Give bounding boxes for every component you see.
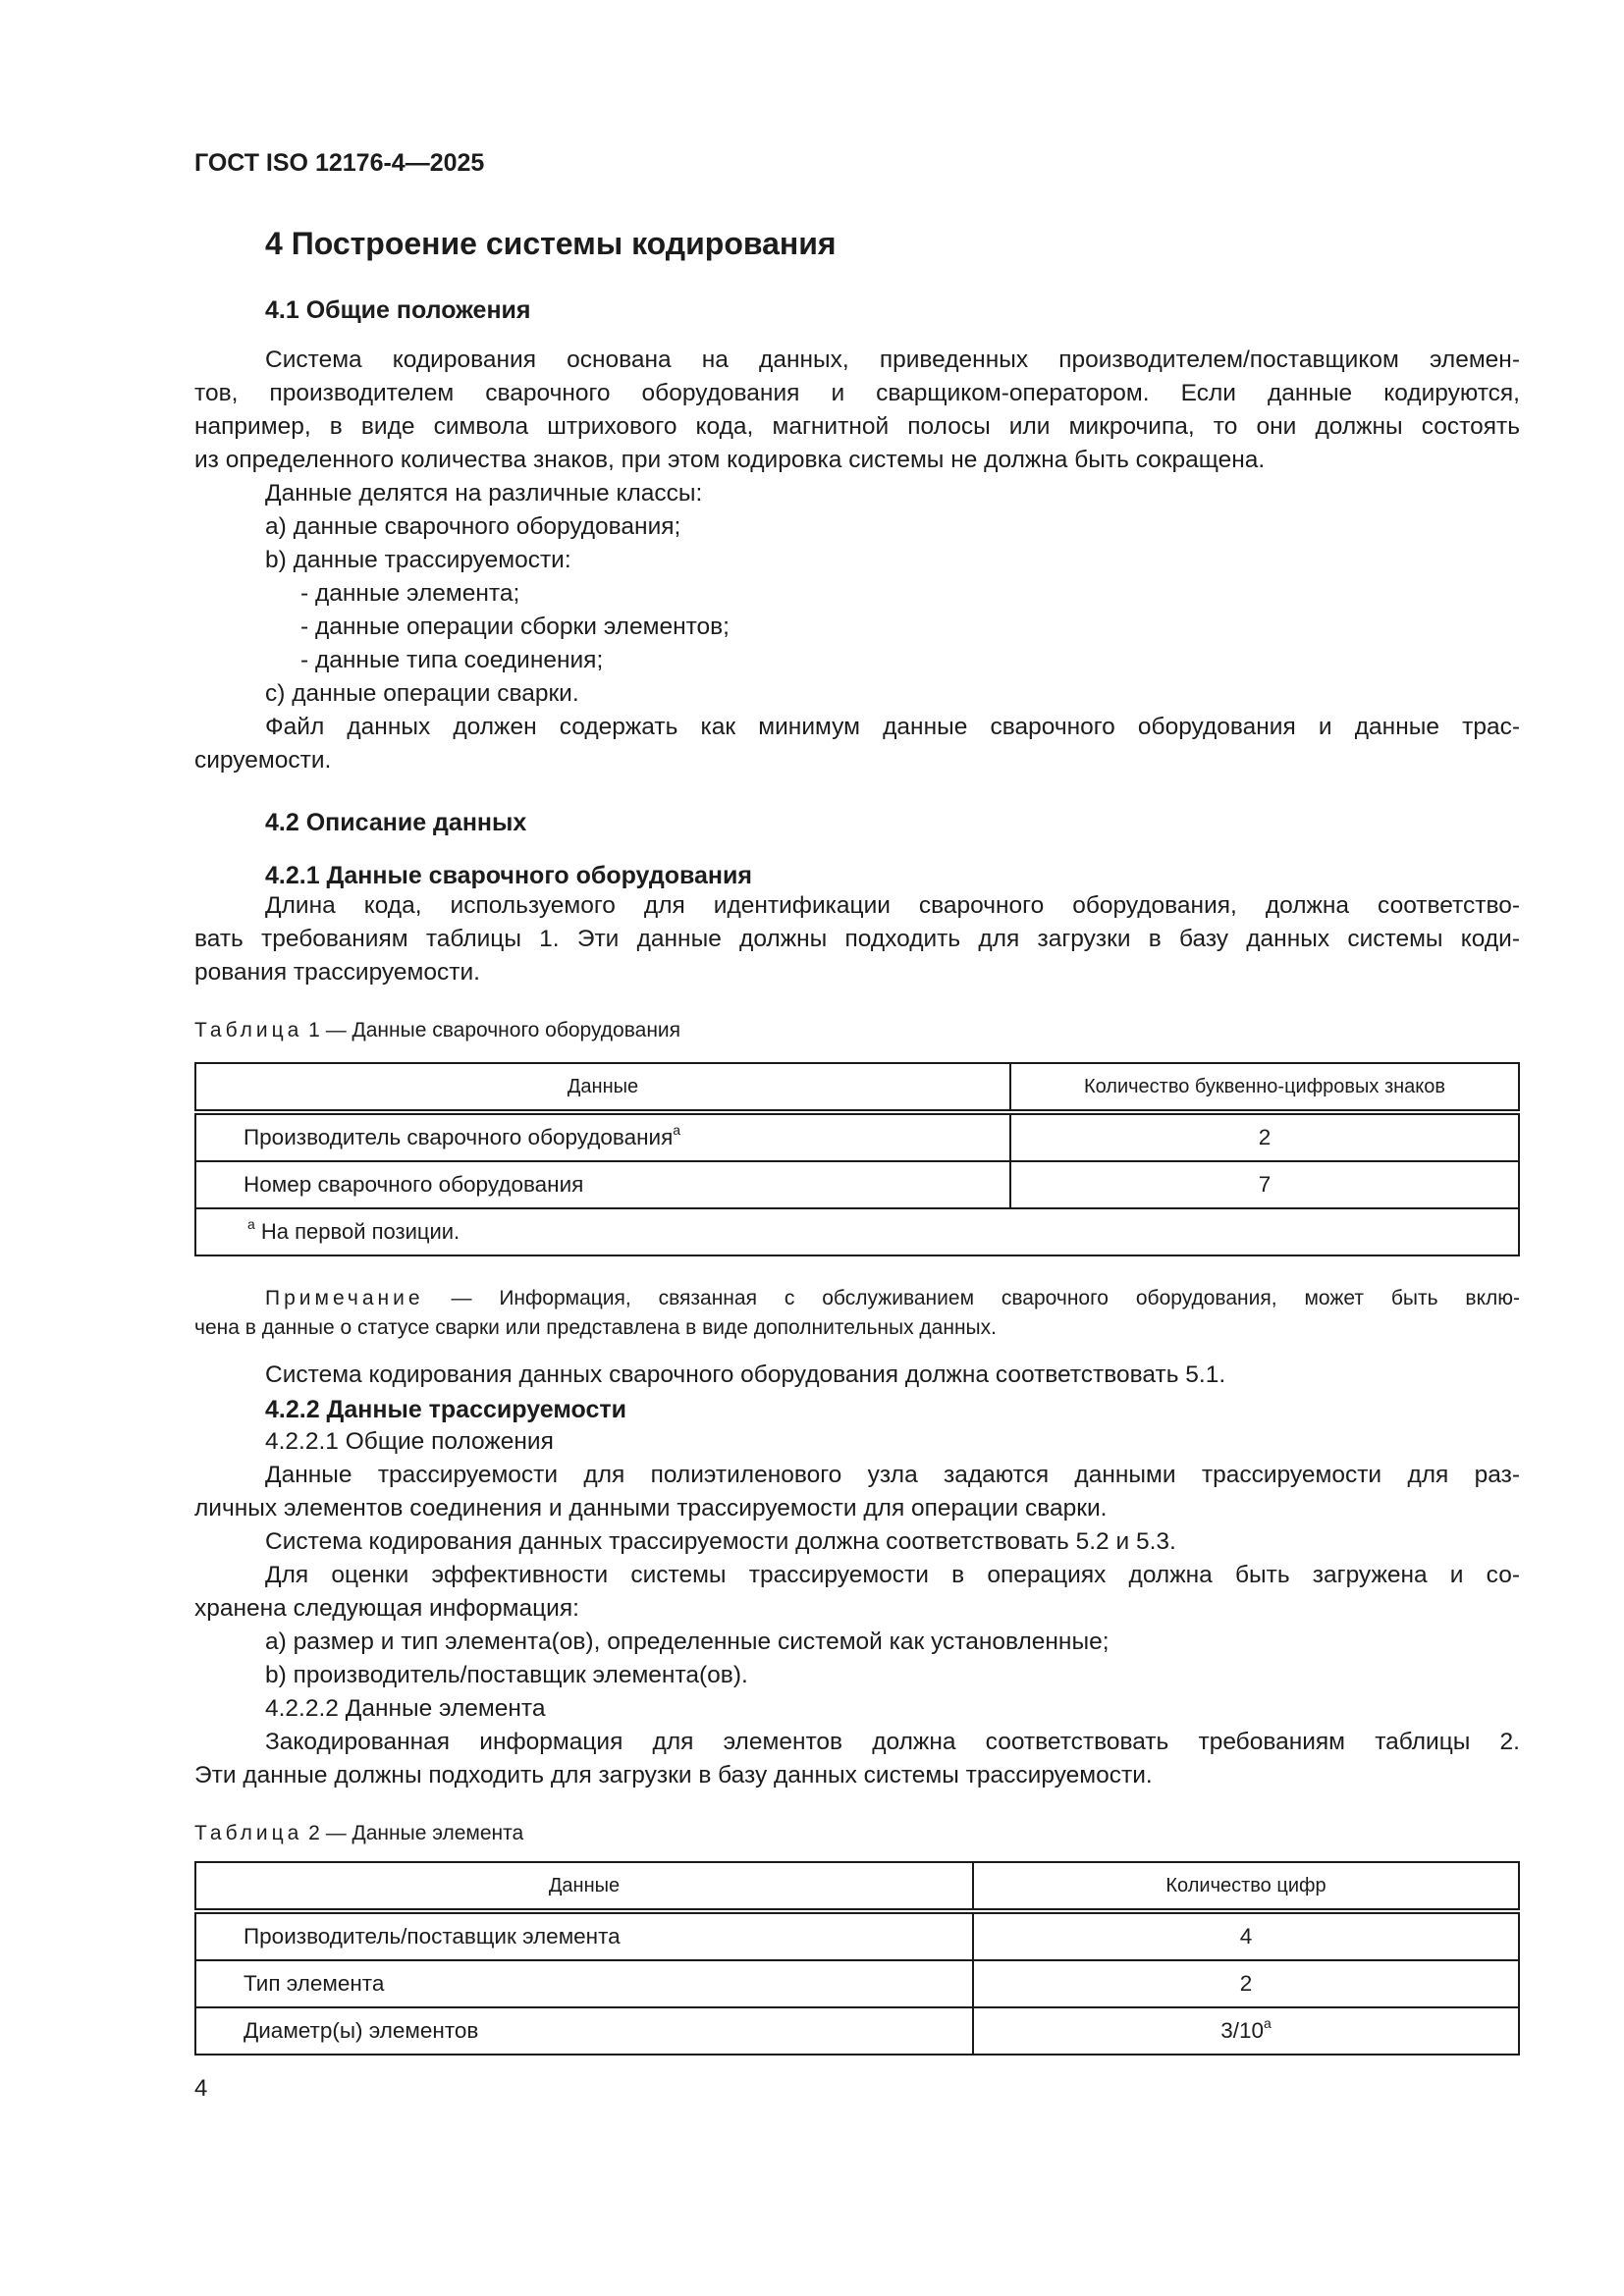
- list-item: b) производитель/поставщик элемента(ов).: [265, 1662, 748, 1688]
- list-item: a) данные сварочного оборудования;: [265, 513, 681, 540]
- table-cell: 7: [1010, 1161, 1519, 1208]
- table-header-cell: Количество буквенно-цифровых знаков: [1010, 1063, 1519, 1112]
- cell-text: Производитель сварочного оборудования: [244, 1125, 674, 1149]
- footnote-mark: a: [247, 1216, 255, 1232]
- table-cell: Номер сварочного оборудования: [195, 1161, 1010, 1208]
- section-title: 4 Построение системы кодирования: [265, 226, 837, 261]
- table-cell: [195, 1112, 1010, 1161]
- table2: [194, 1861, 1520, 2056]
- table2-caption-prefix: Таблица: [194, 1822, 303, 1844]
- list-item: - данные типа соединения;: [300, 647, 604, 673]
- footnote-ref: a: [673, 1122, 681, 1138]
- classes-intro: Данные делятся на различные классы:: [265, 480, 703, 507]
- paragraph-line: Система кодирования данных сварочного оборудования должна соответствовать 5.1.: [265, 1362, 1226, 1388]
- paragraph-line: из определенного количества знаков, при этом кодировка системы не должна быть сокращена.: [194, 447, 1266, 473]
- paragraph-line: Для оценки эффективности системы трассируемости в операциях должна быть загружена и со-: [265, 1562, 1520, 1588]
- note-line: чена в данные о статусе сварки или представлена в виде дополнительных данных.: [194, 1316, 997, 1339]
- table-header-row: [195, 1862, 1519, 1911]
- paragraph-line: личных элементов соединения и данными трассируемости для операции сварки.: [194, 1495, 1108, 1522]
- table-row: [195, 1161, 1519, 1208]
- paragraph-line: Эти данные должны подходить для загрузки в базу данных системы трассируемости.: [194, 1762, 1153, 1789]
- table-row: [195, 1911, 1519, 1960]
- table2-caption-text: 2 — Данные элемента: [302, 1822, 524, 1844]
- paragraph-line: сируемости.: [194, 747, 332, 774]
- table-header-cell: Количество цифр: [973, 1862, 1519, 1911]
- subsection-4-2-2-2-title: 4.2.2.2 Данные элемента: [265, 1695, 546, 1722]
- table-cell: Тип элемента: [195, 1960, 973, 2007]
- paragraph-line: тов, производителем сварочного оборудования и сварщиком-оператором. Если данные кодируются,: [194, 380, 1520, 406]
- list-item: a) размер и тип элемента(ов), определенные системой как установленные;: [265, 1629, 1110, 1655]
- list-item: - данные элемента;: [300, 580, 520, 607]
- table1-caption-prefix: Таблица: [194, 1019, 303, 1041]
- paragraph-line: Система кодирования данных трассируемости должна соответствовать 5.2 и 5.3.: [265, 1528, 1176, 1555]
- table-cell: Диаметр(ы) элементов: [195, 2007, 973, 2055]
- table1-caption: [194, 1019, 680, 1042]
- subsection-4-2-2-title: 4.2.2 Данные трассируемости: [265, 1396, 626, 1423]
- table1: [194, 1062, 1520, 1256]
- paragraph-line: Данные трассируемости для полиэтиленового узла задаются данными трассируемости для раз-: [265, 1462, 1520, 1488]
- note-line: [265, 1284, 1520, 1313]
- paragraph-line: рования трассируемости.: [194, 959, 480, 986]
- table-cell: 2: [1010, 1112, 1519, 1161]
- table-cell: [973, 2007, 1519, 2055]
- table-row: [195, 1960, 1519, 2007]
- table-footnote: [195, 1208, 1519, 1255]
- subsection-4-2-1-title: 4.2.1 Данные сварочного оборудования: [265, 862, 752, 889]
- paragraph-line: Закодированная информация для элементов должна соответствовать требованиям таблицы 2.: [265, 1729, 1520, 1755]
- subsection-4-1-title: 4.1 Общие положения: [265, 296, 531, 324]
- paragraph-line: вать требованиям таблицы 1. Эти данные должны подходить для загрузки в базу данных системы коди-: [194, 926, 1520, 952]
- paragraph-line: Система кодирования основана на данных, приведенных производителем/поставщиком элемен-: [265, 347, 1520, 373]
- cell-text: 3/10: [1220, 2018, 1264, 2043]
- table-cell: Производитель/поставщик элемента: [195, 1911, 973, 1960]
- paragraph-line: хранена следующая информация:: [194, 1595, 579, 1622]
- table-header-cell: Данные: [195, 1063, 1010, 1112]
- list-item: c) данные операции сварки.: [265, 680, 579, 707]
- table2-caption: [194, 1822, 523, 1845]
- note-text: — Информация, связанная с обслуживанием сварочного оборудования, может быть вклю-: [423, 1287, 1520, 1309]
- footnote-text: На первой позиции.: [254, 1219, 460, 1244]
- table-row: [195, 1112, 1519, 1161]
- note-prefix: Примечание: [265, 1287, 424, 1309]
- table-header-cell: Данные: [195, 1862, 973, 1911]
- paragraph-line: например, в виде символа штрихового кода, магнитной полосы или микрочипа, то они должны состоять: [194, 413, 1520, 440]
- table-cell: 2: [973, 1960, 1519, 2007]
- subsection-4-2-2-1-title: 4.2.2.1 Общие положения: [265, 1428, 554, 1455]
- paragraph-line: Длина кода, используемого для идентификации сварочного оборудования, должна соответство-: [265, 892, 1520, 919]
- document-header-id: ГОСТ ISO 12176-4—2025: [194, 149, 485, 177]
- page-number: 4: [194, 2075, 208, 2102]
- table-footnote-row: [195, 1208, 1519, 1255]
- table1-caption-text: 1 — Данные сварочного оборудования: [302, 1019, 681, 1041]
- list-item: b) данные трассируемости:: [265, 547, 571, 573]
- table-row: [195, 2007, 1519, 2055]
- paragraph-line: Файл данных должен содержать как минимум данные сварочного оборудования и данные трас-: [265, 714, 1520, 740]
- table-cell: 4: [973, 1911, 1519, 1960]
- footnote-ref: a: [1264, 2015, 1272, 2031]
- table-header-row: [195, 1063, 1519, 1112]
- subsection-4-2-title: 4.2 Описание данных: [265, 809, 527, 836]
- list-item: - данные операции сборки элементов;: [300, 614, 730, 640]
